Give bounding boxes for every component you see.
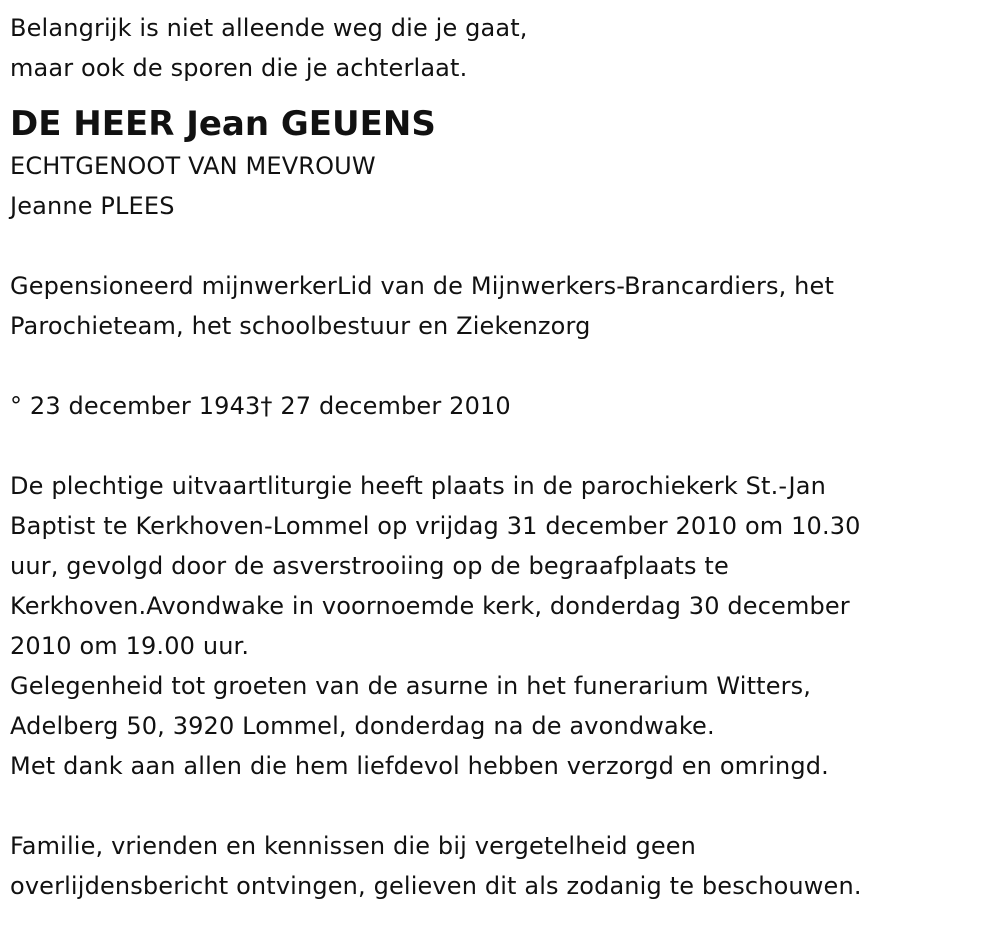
spouse-name: Jeanne PLEES — [10, 192, 175, 220]
spouse-block — [10, 146, 985, 226]
spacer — [10, 786, 985, 826]
quote-block — [10, 8, 985, 88]
deceased-name: DE HEER Jean GEUENS — [10, 104, 436, 144]
ceremony-block — [10, 466, 985, 786]
obituary-document — [10, 8, 985, 906]
spacer — [10, 346, 985, 386]
ceremony-line: Met dank aan allen die hem liefdevol hebben verzorgd en omringd. — [10, 752, 829, 780]
quote-line: maar ook de sporen die je achterlaat. — [10, 54, 468, 82]
closing-line: Familie, vrienden en kennissen die bij vergetelheid geen — [10, 832, 697, 860]
birth-death-dates: ° 23 december 1943† 27 december 2010 — [10, 392, 511, 420]
spacer — [10, 226, 985, 266]
ceremony-line: Adelberg 50, 3920 Lommel, donderdag na de avondwake. — [10, 712, 715, 740]
quote-line: Belangrijk is niet alleende weg die je gaat, — [10, 14, 528, 42]
ceremony-line: uur, gevolgd door de asverstrooiing op de begraafplaats te — [10, 552, 729, 580]
ceremony-line: 2010 om 19.00 uur. — [10, 632, 250, 660]
closing-line: overlijdensbericht ontvingen, gelieven dit als zodanig te beschouwen. — [10, 872, 862, 900]
occupation-line: Parochieteam, het schoolbestuur en Ziekenzorg — [10, 312, 591, 340]
closing-block — [10, 826, 985, 906]
spouse-label: ECHTGENOOT VAN MEVROUW — [10, 152, 376, 180]
occupation-line: Gepensioneerd mijnwerkerLid van de Mijnwerkers-Brancardiers, het — [10, 272, 835, 300]
ceremony-line: De plechtige uitvaartliturgie heeft plaats in de parochiekerk St.-Jan — [10, 472, 826, 500]
ceremony-line: Baptist te Kerkhoven-Lommel op vrijdag 31 december 2010 om 10.30 — [10, 512, 861, 540]
ceremony-line: Gelegenheid tot groeten van de asurne in het funerarium Witters, — [10, 672, 812, 700]
ceremony-line: Kerkhoven.Avondwake in voornoemde kerk, donderdag 30 december — [10, 592, 850, 620]
spacer — [10, 426, 985, 466]
occupation-block — [10, 266, 985, 346]
